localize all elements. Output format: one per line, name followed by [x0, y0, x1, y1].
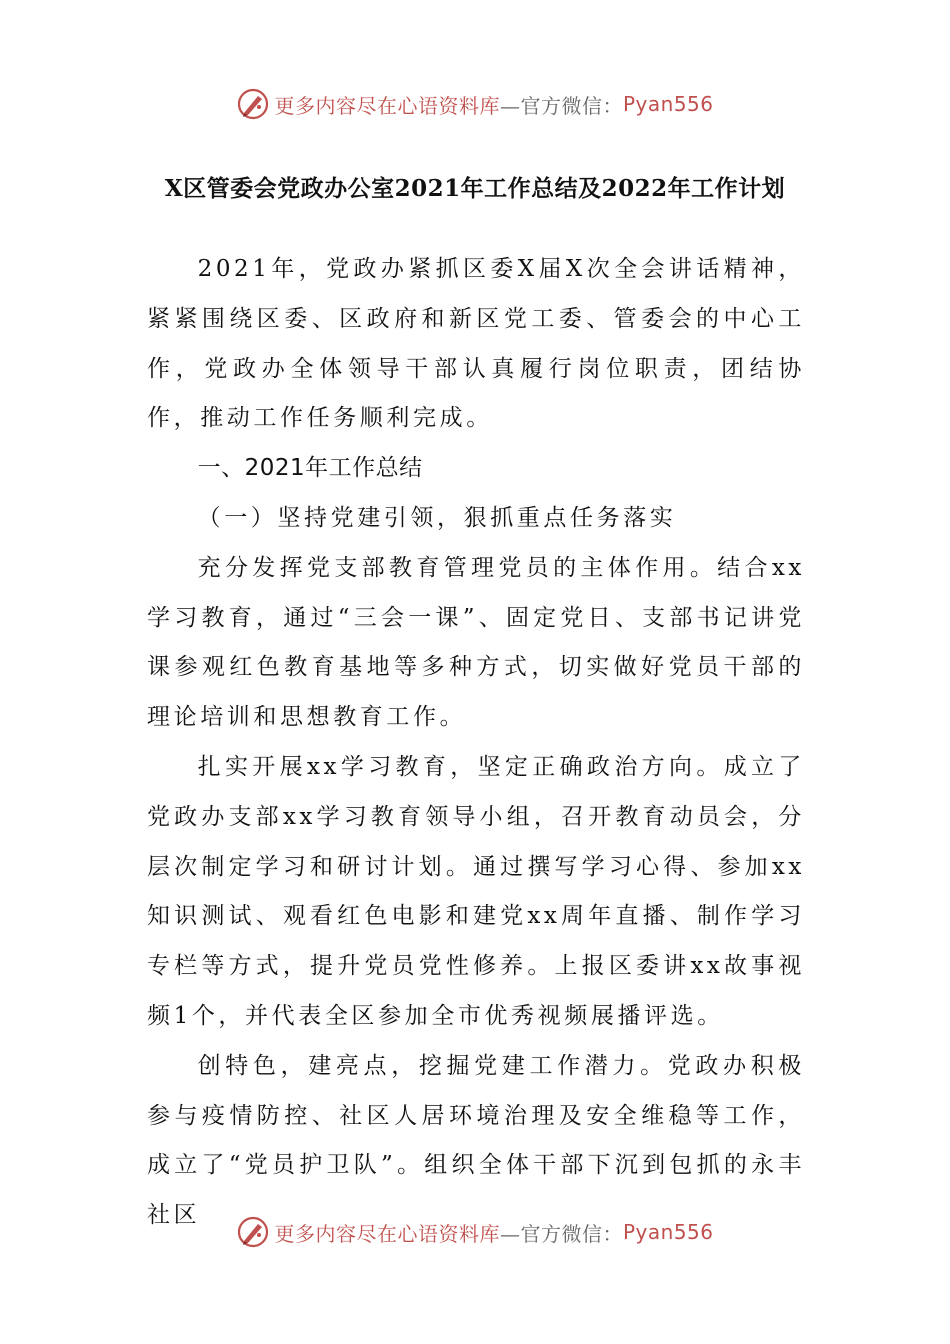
watermark-wechat-id: Pyan556	[622, 1220, 714, 1244]
document-body	[147, 245, 805, 1241]
pen-circle-logo-icon	[236, 1215, 270, 1249]
body-paragraph: 创特色，建亮点，挖掘党建工作潜力。党政办积极参与疫情防控、社区人居环境治理及安全维稳等工作，成立了“党员护卫队”。组织全体干部下沉到包抓的永丰社区	[147, 1052, 805, 1229]
document-title: X区管委会党政办公室2021年工作总结及2022年工作计划	[164, 175, 786, 202]
header-watermark	[0, 84, 950, 124]
intro-paragraph: 2021年，党政办紧抓区委X届X次全会讲话精神，紧紧围绕区委、区政府和新区党工委、管委会的中心工作，党政办全体领导干部认真履行岗位职责，团结协作，推动工作任务顺利完成。	[147, 256, 805, 432]
body-paragraph: 扎实开展xx学习教育，坚定正确政治方向。成立了党政办支部xx学习教育领导小组，召开教育动员会，分层次制定学习和研讨计划。通过撰写学习心得、参加xx知识测试、观看红色电影和建党xx周年直播、制作学习专栏等方式，提升党员党性修养。上报区委讲xx故事视频1个，并代表全区参加全市优秀视频展播评选。	[147, 753, 805, 1029]
footer-watermark	[0, 1212, 950, 1252]
section-heading: 一、2021年工作总结	[197, 455, 423, 482]
watermark-wechat-id: Pyan556	[622, 92, 714, 116]
subsection-heading: （一）坚持党建引领，狠抓重点任务落实	[197, 504, 677, 531]
pen-circle-logo-icon	[236, 87, 270, 121]
watermark-text	[274, 90, 713, 119]
watermark-wechat-label: —官方微信：	[499, 93, 623, 118]
watermark-site-name: 更多内容尽在心语资料库	[274, 1221, 500, 1246]
watermark-site-name: 更多内容尽在心语资料库	[274, 93, 500, 118]
watermark-wechat-label: —官方微信：	[499, 1221, 623, 1246]
watermark-text	[274, 1218, 713, 1247]
body-paragraph: 充分发挥党支部教育管理党员的主体作用。结合xx学习教育，通过“三会一课”、固定党日、支部书记讲党课参观红色教育基地等多种方式，切实做好党员干部的理论培训和思想教育工作。	[147, 554, 805, 731]
